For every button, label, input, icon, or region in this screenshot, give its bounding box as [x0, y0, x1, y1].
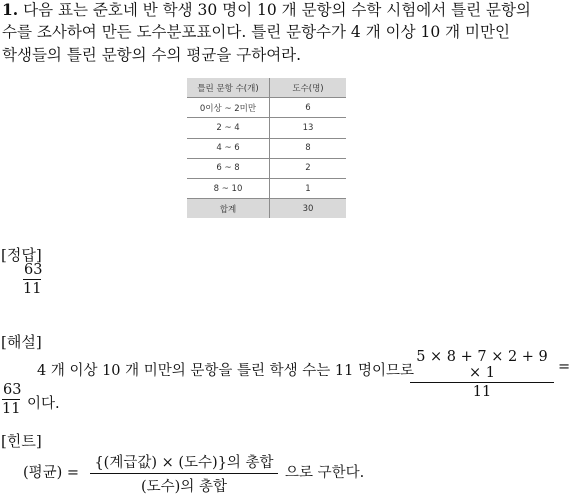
table-row [187, 118, 346, 138]
explanation-label: [해설] [1, 333, 42, 351]
explanation-text: 4 개 이상 10 개 미만의 문항을 틀린 학생 수는 11 명이므로 [37, 363, 414, 379]
question-text-1: 다음 표는 준호네 반 학생 30 명이 10 개 문항의 수학 시험에서 틀린 문항의 [23, 1, 531, 19]
explanation-tail: 이다. [27, 396, 60, 412]
explanation-result-numerator: 63 [3, 382, 22, 398]
table-header-class: 틀린 문항 수(개) [187, 78, 270, 98]
table-row [187, 158, 346, 178]
explanation-fraction-denominator: 11 [472, 384, 492, 400]
explanation-fraction-numerator: 5 × 8 + 7 × 2 + 9 × 1 [416, 349, 548, 381]
answer-denominator: 11 [23, 281, 42, 297]
hint-fraction [90, 451, 278, 496]
table-cell-frequency: 6 [270, 98, 347, 118]
question-line-3: 학생들의 틀린 문항의 수의 평균을 구하여라. [2, 46, 302, 64]
table-cell-class: 6 ~ 8 [187, 158, 270, 178]
table-total-label: 합계 [187, 199, 270, 219]
table-cell-class: 4 ~ 6 [187, 138, 270, 158]
hint-fraction-denominator: (도수)의 총합 [141, 479, 227, 495]
answer-label: [정답] [1, 246, 42, 264]
table-cell-frequency: 13 [270, 118, 347, 138]
table-cell-frequency: 2 [270, 158, 347, 178]
answer-numerator: 63 [24, 262, 43, 278]
question-line-2: 수를 조사하여 만든 도수분포표이다. 틀린 문항수가 4 개 이상 10 개 미만인 [2, 23, 510, 41]
answer-fraction [23, 262, 41, 297]
hint-tail: 으로 구한다. [285, 465, 365, 481]
table-cell-class: 8 ~ 10 [187, 178, 270, 198]
table-row [187, 138, 346, 158]
explanation-result-fraction [2, 382, 20, 417]
question-number: 1. [2, 0, 19, 19]
explanation-result-denominator: 11 [2, 401, 21, 417]
frequency-table [187, 78, 346, 218]
table-row [187, 98, 346, 118]
table-total-value: 30 [270, 199, 347, 219]
question-line-1 [2, 0, 531, 21]
table-cell-frequency: 8 [270, 138, 347, 158]
hint-label: [힌트] [1, 432, 42, 450]
table-row [187, 178, 346, 198]
table-cell-class: 0이상 ~ 2미만 [187, 98, 270, 118]
hint-fraction-numerator: {(계급값) × (도수)}의 총합 [94, 455, 274, 471]
table-cell-frequency: 1 [305, 183, 311, 194]
table-cell-class: 2 ~ 4 [187, 118, 270, 138]
explanation-fraction [410, 349, 554, 400]
hint-lhs: (평균) = [23, 465, 80, 481]
table-header-frequency: 도수(명) [270, 78, 347, 98]
explanation-equals: = [558, 359, 571, 375]
table-header-row [187, 78, 346, 98]
table-total-row [187, 199, 346, 219]
